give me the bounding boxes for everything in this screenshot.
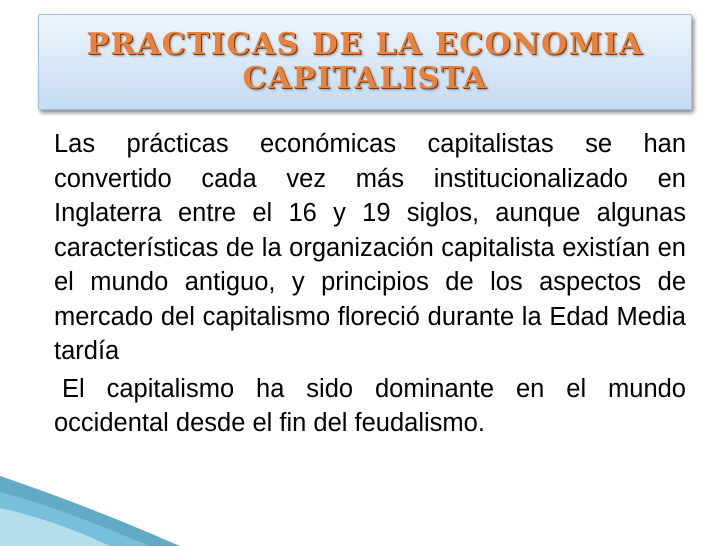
title-box <box>38 14 692 110</box>
paragraph-1: Las prácticas económicas capitalistas se han convertido cada vez más institucionalizado en Inglaterra entre el 16 y 19 siglos, aunque algunas características de la organización capitalista existían en el mundo antiguo, y principios de los aspectos de mercado del capitalismo floreció durante la Edad Media tardía <box>54 130 686 365</box>
body-text <box>54 127 686 441</box>
paragraph-2: El capitalismo ha sido dominante en el mundo occidental desde el fin del feudalismo. <box>54 374 686 437</box>
slide-title: PRACTICAS DE LA ECONOMIA CAPITALISTA <box>86 27 644 96</box>
